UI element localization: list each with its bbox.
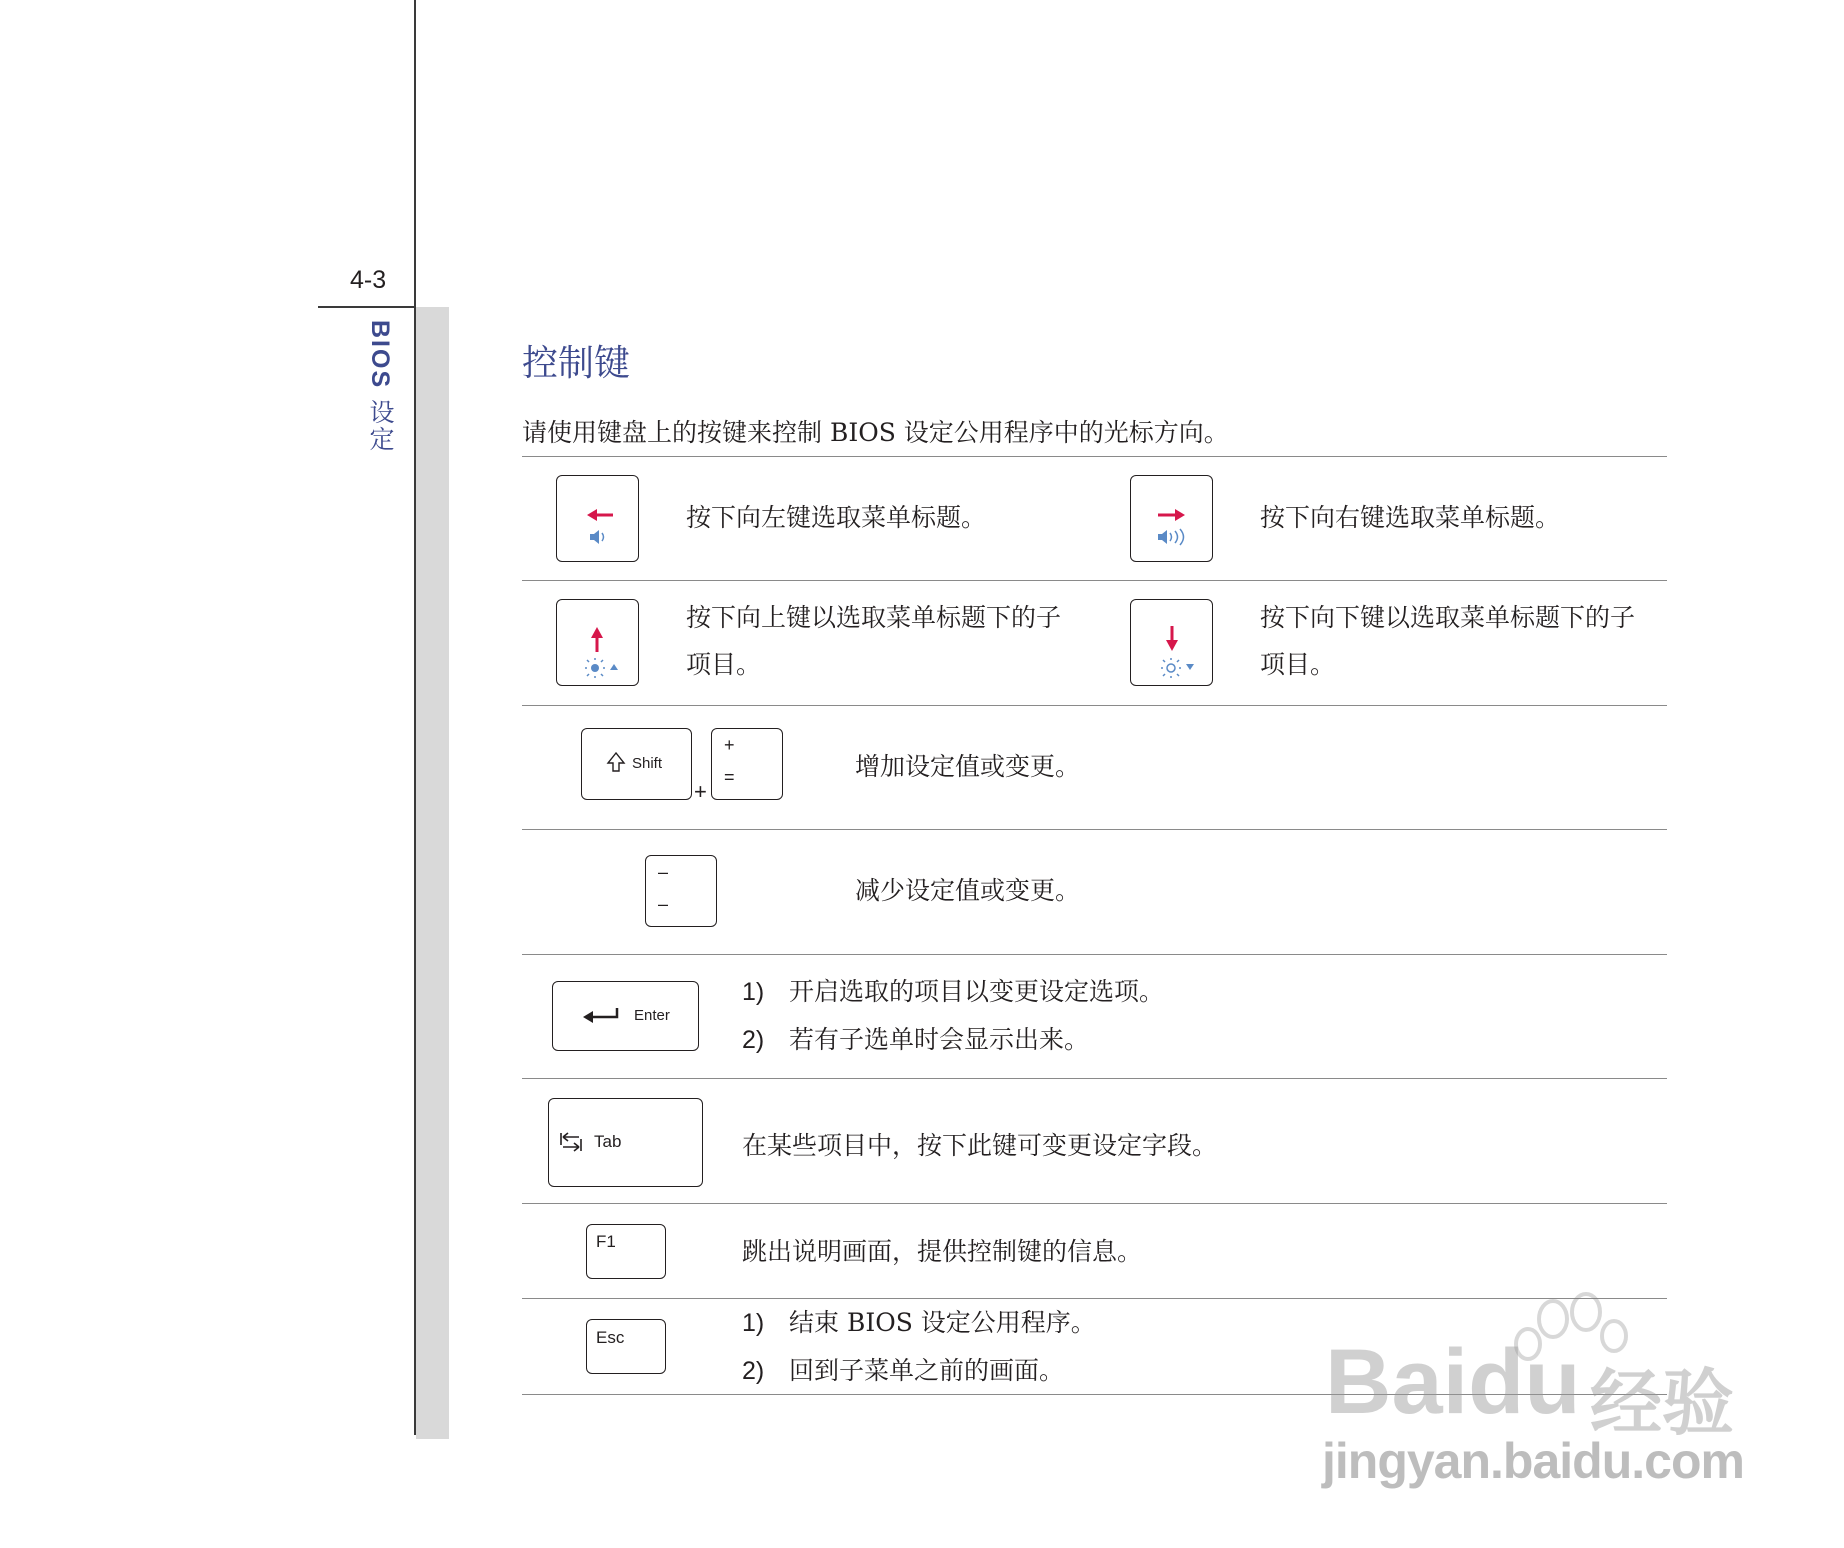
esc-key <box>586 1319 666 1374</box>
table-rule <box>522 1203 1667 1204</box>
intro-text: 请使用键盘上的按键来控制 BIOS 设定公用程序中的光标方向。 <box>522 418 1229 447</box>
minus-key-bottom: – <box>658 894 669 914</box>
margin-strip <box>416 307 449 1439</box>
right-arrow-key <box>1130 475 1213 562</box>
up-arrow-desc-line2: 项目。 <box>686 650 762 679</box>
left-arrow-key <box>556 475 639 562</box>
f1-desc: 跳出说明画面，提供控制键的信息。 <box>742 1237 1143 1266</box>
table-rule <box>522 1078 1667 1079</box>
up-arrow-brightness-up-icon <box>557 600 640 687</box>
table-rule <box>522 580 1667 581</box>
esc-desc <box>742 1299 1096 1395</box>
plus-desc: 增加设定值或变更。 <box>855 752 1081 781</box>
down-arrow-desc-line1: 按下向下键以选取菜单标题下的子 <box>1260 603 1636 632</box>
minus-desc: 减少设定值或变更。 <box>855 876 1081 905</box>
f1-key-label: F1 <box>596 1232 616 1251</box>
down-arrow-desc-line2: 项目。 <box>1260 650 1336 679</box>
page-number-rule <box>318 306 416 308</box>
section-label-rest: 设定 <box>366 399 395 454</box>
plus-key-bottom: = <box>724 767 735 787</box>
down-arrow-desc <box>1260 594 1635 688</box>
tab-key-label: Tab <box>594 1132 622 1151</box>
watermark-cn: 经验 <box>1590 1361 1735 1445</box>
up-arrow-key <box>556 599 639 686</box>
right-arrow-desc: 按下向右键选取菜单标题。 <box>1260 503 1561 532</box>
minus-key <box>645 855 717 927</box>
plus-key <box>711 728 783 800</box>
down-arrow-key <box>1130 599 1213 686</box>
section-label-bold: BIOS <box>366 320 394 390</box>
up-arrow-desc <box>686 594 1061 688</box>
esc-desc-item-1: 1) 结束 BIOS 设定公用程序。 <box>742 1308 1096 1337</box>
watermark-brand: Baidu <box>1325 1331 1581 1433</box>
table-rule <box>522 705 1667 706</box>
enter-desc-item-2: 2) 若有子选单时会显示出来。 <box>742 1025 1090 1054</box>
tab-arrows-icon <box>549 1099 704 1188</box>
esc-desc-item-2: 2) 回到子菜单之前的画面。 <box>742 1356 1065 1385</box>
right-arrow-volume-up-icon <box>1131 476 1214 563</box>
shift-key-label: Shift <box>632 755 663 772</box>
enter-desc <box>742 968 1164 1064</box>
enter-key-label: Enter <box>634 1007 670 1024</box>
down-arrow-brightness-down-icon <box>1131 600 1214 687</box>
esc-key-label: Esc <box>596 1328 625 1347</box>
section-label <box>362 320 398 453</box>
table-rule <box>522 456 1667 457</box>
minus-key-top: – <box>658 862 669 882</box>
f1-key <box>586 1224 666 1279</box>
up-arrow-desc-line1: 按下向上键以选取菜单标题下的子 <box>686 603 1062 632</box>
enter-arrow-icon <box>553 982 700 1052</box>
left-arrow-volume-down-icon <box>557 476 640 563</box>
enter-key <box>552 981 699 1051</box>
shift-key <box>581 728 692 800</box>
plus-key-top: + <box>724 735 735 755</box>
table-rule <box>522 829 1667 830</box>
page-title: 控制键 <box>522 343 631 384</box>
enter-desc-item-1: 1) 开启选取的项目以变更设定选项。 <box>742 977 1165 1006</box>
key-combo-plus: + <box>694 779 707 804</box>
watermark-url: jingyan.baidu.com <box>1322 1433 1744 1489</box>
table-rule <box>522 954 1667 955</box>
page-number: 4-3 <box>350 266 387 294</box>
tab-key <box>548 1098 703 1187</box>
left-arrow-desc: 按下向左键选取菜单标题。 <box>686 503 987 532</box>
tab-desc: 在某些项目中，按下此键可变更设定字段。 <box>742 1131 1218 1160</box>
